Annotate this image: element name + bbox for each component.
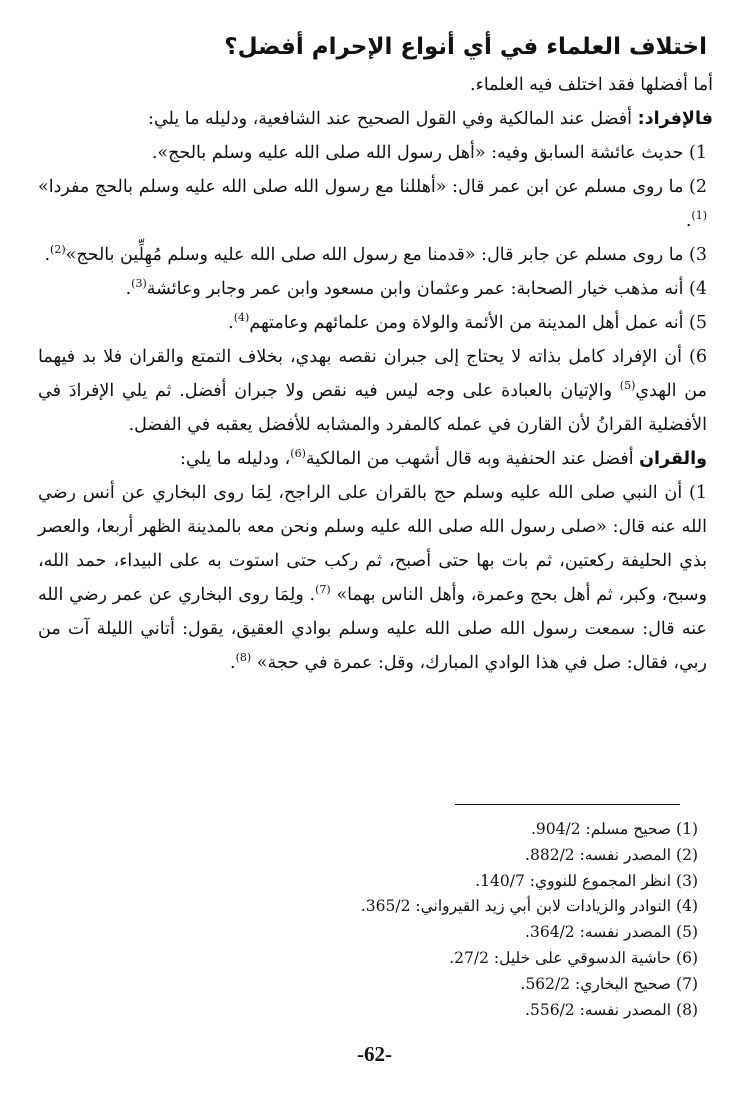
ifrad-lead: فالإفراد: xyxy=(637,109,713,129)
ifrad-text: أفضل عند المالكية وفي القول الصحيح عند الشافعية، ودليله ما يلي: xyxy=(148,109,638,129)
ifrad-item-2: 2) ما روى مسلم عن ابن عمر قال: «أهللنا مع رسول الله صلى الله عليه وسلم بالحج مفردا» $^{(1)}$. xyxy=(38,177,707,231)
footnote: (6) حاشية الدسوقي على خليل: 27/2. xyxy=(449,948,698,967)
footnote-ref: (4) xyxy=(233,311,250,325)
footnote-ref: (7) xyxy=(315,583,331,597)
footnote-ref: (2) xyxy=(50,243,66,257)
item-number: 1) xyxy=(689,483,707,503)
item-number: 1) xyxy=(689,143,707,163)
item-text: أن النبي صلى الله عليه وسلم حج بالقران على الراجح، لِمَا روى البخاري عن أنس رضي الله عنه قال: «صلى رسول الله صلى الله عليه وسلم ونحن معه بالمدينة الظهر أربعا، والعصر بذي الحليفة ركعتين، ثم بات بها حتى أصبح، ثم ركب حتى استوت به على البيداء، حمد الله، وسبح، وكبر، ثم أهل بحج وعمرة، وأهل الناس بهما» xyxy=(38,483,707,605)
item-text: حديث عائشة السابق وفيه: «أهل رسول الله صلى الله عليه وسلم بالحج». xyxy=(151,143,690,163)
ifrad-paragraph xyxy=(38,102,713,136)
qiran-lead: والقران xyxy=(639,449,707,469)
page-body xyxy=(38,30,713,680)
intro-paragraph: أما أفضلها فقد اختلف فيه العلماء. xyxy=(470,75,713,95)
footnote: (7) صحيح البخاري: 562/2. xyxy=(520,974,698,993)
footnote-ref: (3) xyxy=(131,277,147,291)
footnote-ref: (8) xyxy=(235,651,252,665)
item-number: 5) xyxy=(689,313,707,333)
qiran-paragraph xyxy=(38,442,713,476)
footnotes xyxy=(40,817,710,1023)
footnote-ref: (5) xyxy=(619,379,636,393)
ifrad-item-1 xyxy=(38,136,713,170)
item-text: ما روى مسلم عن جابر قال: «قدمنا مع رسول الله صلى الله عليه وسلم مُهِلِّين بالحج» xyxy=(65,245,690,265)
page-title: اختلاف العلماء في أي أنواع الإحرام أفضل؟ xyxy=(224,34,707,60)
footnote-divider xyxy=(455,804,680,805)
item-text: أنه مذهب خيار الصحابة: عمر وعثمان وابن مسعود وابن عمر وجابر وعائشة xyxy=(146,279,690,299)
footnote: (5) المصدر نفسه: 364/2. xyxy=(525,923,698,942)
qiran-text: ، ودليله ما يلي: xyxy=(180,449,291,469)
item-number: 3) xyxy=(689,245,707,265)
footnote-ref: (6) xyxy=(290,447,306,461)
ifrad-item-5: 5) أنه عمل أهل المدينة من الأئمة والولاة ومن علمائهم وعامتهم$^{(4)}$. xyxy=(228,311,707,333)
footnote: (4) النوادر والزيادات لابن أبي زيد القيرواني: 365/2. xyxy=(360,897,698,916)
item-number: 2) xyxy=(689,177,707,197)
item-text: ما روى مسلم عن ابن عمر قال: «أهللنا مع رسول الله صلى الله عليه وسلم بالحج مفردا» xyxy=(38,177,690,197)
item-text: . ولِمَا روى البخاري عن عمر رضي الله عنه قال: سمعت رسول الله صلى الله عليه وسلم بوادي العقيق، يقول: أتاني الليلة آت من ربي، فقال: صل في هذا الوادي المبارك، وقل: عمرة في حجة» xyxy=(38,585,707,673)
item-number: 4) xyxy=(689,279,707,299)
ifrad-item-3: 3) ما روى مسلم عن جابر قال: «قدمنا مع رسول الله صلى الله عليه وسلم مُهِلِّين بالحج»$^{(2)}$. xyxy=(44,243,707,265)
page-number: -62- xyxy=(357,1042,392,1066)
item-text: أنه عمل أهل المدينة من الأئمة والولاة ومن علمائهم وعامتهم xyxy=(249,313,690,333)
qiran-text: أفضل عند الحنفية وبه قال أشهب من المالكية xyxy=(305,449,640,469)
footnote-ref: (1) xyxy=(691,209,707,223)
item-text: أن الإفراد كامل بذاته لا يحتاج إلى جبران نقصه بهدي، بخلاف التمتع والقران فلا بد فيهما من الهدي xyxy=(38,347,707,401)
footnote: (2) المصدر نفسه: 882/2. xyxy=(525,845,698,864)
ifrad-item-4: 4) أنه مذهب خيار الصحابة: عمر وعثمان وابن مسعود وابن عمر وجابر وعائشة$^{(3)}$. xyxy=(125,277,707,299)
ifrad-item-6: 6) أن الإفراد كامل بذاته لا يحتاج إلى جبران نقصه بهدي، بخلاف التمتع والقران فلا بد فيهما من الهدي$^{(5)}$ والإتيان بالعبادة على وجه ليس فيه نقص ولا جبران أفضل. ثم يلي الإفرادَ في الأفضلية القرانُ لأن القارن في عمله كالمفرد والمشابه للأفضل يعقبه في الفضل. xyxy=(38,347,707,435)
footnote: (1) صحيح مسلم: 904/2. xyxy=(530,820,698,838)
qiran-item-1: 1) أن النبي صلى الله عليه وسلم حج بالقران على الراجح، لِمَا روى البخاري عن أنس رضي الله عنه قال: «صلى رسول الله صلى الله عليه وسلم ونحن معه بالمدينة الظهر أربعا، والعصر بذي الحليفة ركعتين، ثم بات بها حتى أصبح، ثم ركب حتى استوت به على البيداء، حمد الله، وسبح، وكبر، ثم أهل بحج وعمرة، وأهل الناس بهما» $^{(7)}$. ولِمَا روى البخاري عن عمر رضي الله عنه قال: سمعت رسول الله صلى الله عليه وسلم بوادي العقيق، يقول: أتاني الليلة آت من ربي، فقال: صل في هذا الوادي المبارك، وقل: عمرة في حجة» $^{(8)}$. xyxy=(38,483,707,673)
footnote: (8) المصدر نفسه: 556/2. xyxy=(525,1000,698,1019)
item-text: والإتيان بالعبادة على وجه ليس فيه نقص ولا جبران أفضل. ثم يلي الإفرادَ في الأفضلية القرانُ لأن القارن في عمله كالمفرد والمشابه للأفضل يعقبه في الفضل. xyxy=(38,381,707,435)
footnote: (3) انظر المجموع للنووي: 140/7. xyxy=(475,871,698,890)
